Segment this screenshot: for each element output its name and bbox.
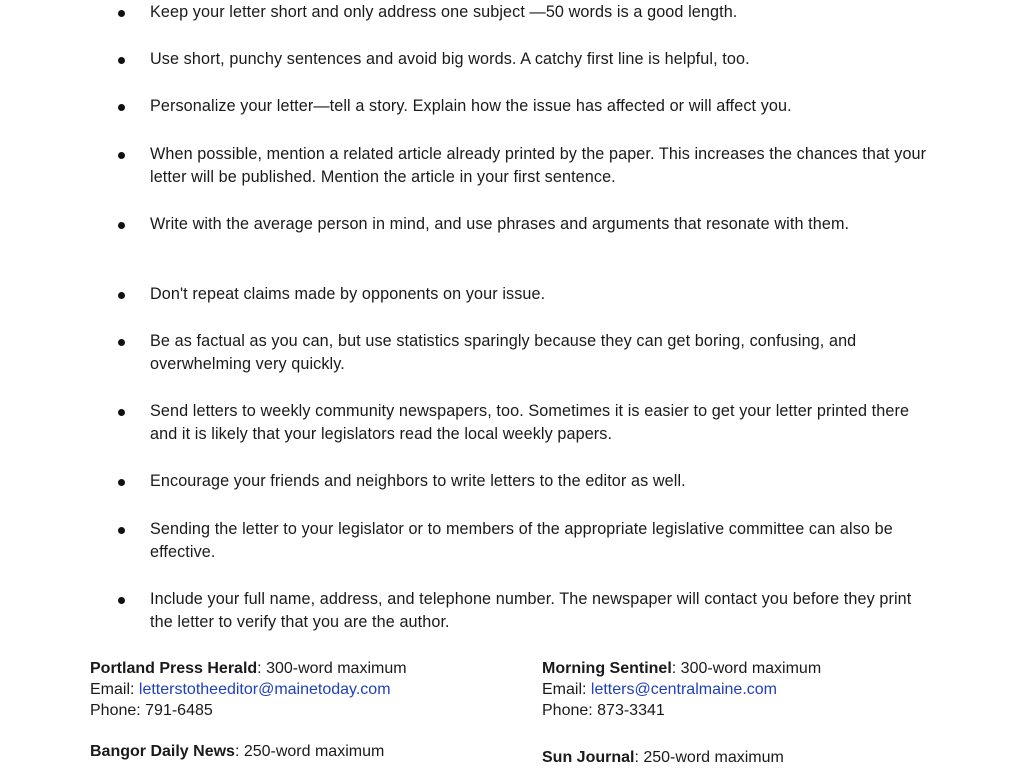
contact-email-line xyxy=(90,679,530,700)
phone-label: Phone: xyxy=(542,702,598,719)
newspaper-name: Portland Press Herald xyxy=(90,660,258,677)
contact-bangor-daily-news xyxy=(90,741,530,762)
tip-text: Write with the average person in mind, and use phrases and arguments that resonate with them. xyxy=(150,215,850,233)
contact-heading xyxy=(542,747,982,768)
tip-text: Personalize your letter—tell a story. Explain how the issue has affected or will affect you. xyxy=(150,97,792,115)
phone-label: Phone: xyxy=(90,702,146,719)
tip-text: Encourage your friends and neighbors to write letters to the editor as well. xyxy=(150,472,686,490)
email-link[interactable]: letterstotheeditor@mainetoday.com xyxy=(138,681,391,698)
contact-portland-press-herald xyxy=(90,658,530,721)
phone-number: 873-3341 xyxy=(597,702,665,719)
word-limit: : 300-word maximum xyxy=(257,660,407,677)
tip-text: When possible, mention a related article already printed by the paper. This increases the chances that your letter will be published. Mention the article in your first sentence. xyxy=(150,145,927,186)
email-label: Email: xyxy=(542,681,591,698)
phone-number: 791-6485 xyxy=(145,702,213,719)
newspaper-name: Bangor Daily News xyxy=(90,743,235,760)
contact-email-line xyxy=(542,679,982,700)
contact-sun-journal xyxy=(542,747,982,768)
contact-phone-line xyxy=(542,700,982,721)
tip-text: Be as factual as you can, but use statistics sparingly because they can get boring, confusing, and overwhelming very quickly. xyxy=(150,332,857,373)
tip-text: Send letters to weekly community newspapers, too. Sometimes it is easier to get your letter printed there and it is likely that your legislators read the local weekly papers. xyxy=(150,402,910,443)
newspaper-name: Sun Journal xyxy=(542,749,635,766)
tip-text: Keep your letter short and only address one subject —50 words is a good length. xyxy=(150,3,738,21)
email-label: Email: xyxy=(90,681,139,698)
word-limit: : 250-word maximum xyxy=(634,749,784,766)
email-link[interactable]: letters@centralmaine.com xyxy=(590,681,777,698)
contact-heading xyxy=(542,658,982,679)
word-limit: : 300-word maximum xyxy=(671,660,822,677)
word-limit: : 250-word maximum xyxy=(234,743,385,760)
contact-morning-sentinel xyxy=(542,658,982,721)
contact-phone-line xyxy=(90,700,530,721)
tip-text: Don't repeat claims made by opponents on your issue. xyxy=(150,285,546,303)
tip-text: Use short, punchy sentences and avoid big words. A catchy first line is helpful, too. xyxy=(150,50,750,68)
tip-text: Sending the letter to your legislator or to members of the appropriate legislative committee can also be effective. xyxy=(150,520,893,561)
tip-text: Include your full name, address, and telephone number. The newspaper will contact you before they print the letter to verify that you are the author. xyxy=(150,590,912,631)
newspaper-name: Morning Sentinel xyxy=(542,660,672,677)
contact-heading xyxy=(90,741,530,762)
contact-heading xyxy=(90,658,530,679)
